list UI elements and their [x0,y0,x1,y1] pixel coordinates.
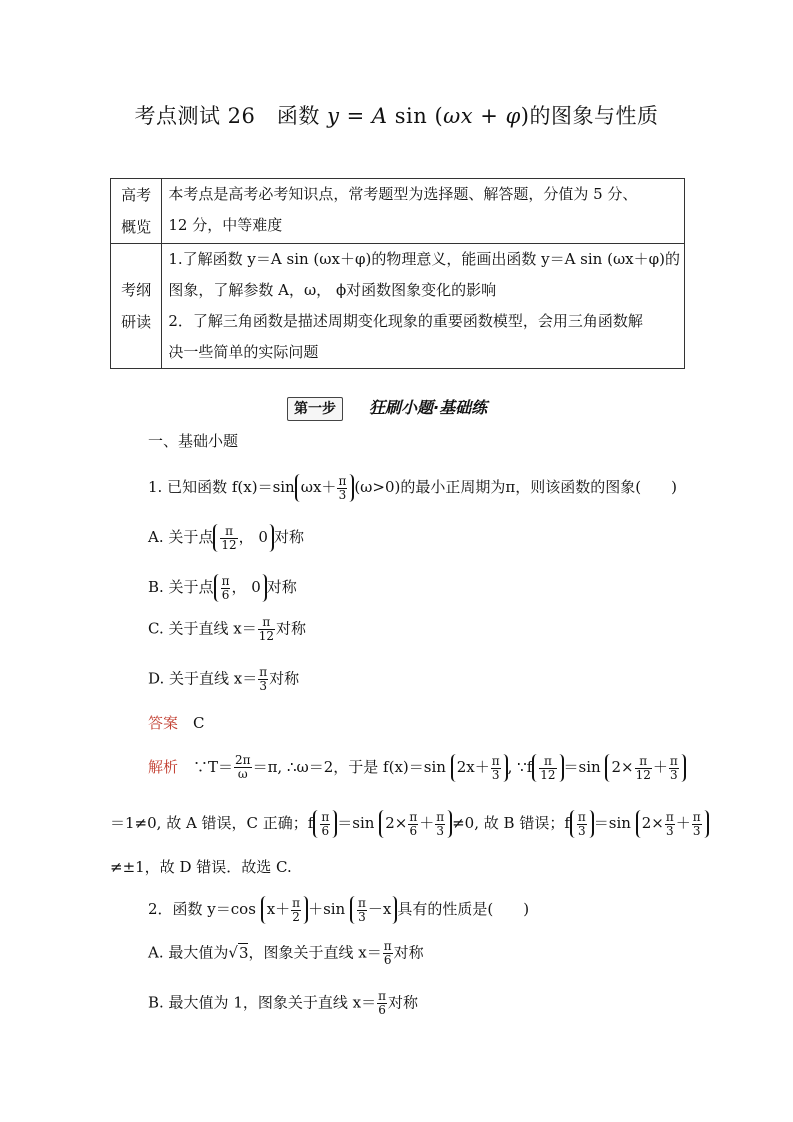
paren-group: 2× $\frac{\pi}{6}$ ＋ $\frac{\pi}{3}$ [379,810,452,838]
body-line: 2．了解三角函数是描述周期变化现象的重要函数模型，会用三角函数解 [168,312,643,330]
analysis-line-3: ≠±1，故 D 错误．故选 C. [110,858,292,876]
question-2-option-b: B. 最大值为 1，图象关于直线 x＝ $\frac{\pi}{6}$ 对称 [148,989,419,1017]
header-text: 考纲 [121,281,152,299]
header-text: 研读 [121,313,152,331]
body-line: 本考点是高考必考知识点，常考题型为选择题、解答题，分值为 5 分、 [168,185,638,203]
question-1-option-a: A. 关于点 $\frac{\pi}{12}$ ， 0 对称 [148,523,304,552]
fraction: $\frac{\pi}{6}$ [321,809,330,838]
analysis-line-1: 解析 ∵T＝ $\frac{2\pi}{\omega}$ ＝π, ∴ω＝2，于是 f(x)＝sin 2x＋ $\frac{\pi}{3}$ , ∵f $\frac{\pi}{12}$ ＝sin 2× $\frac{\pi}{12}$ ＋ $\frac{\pi}{3}$ [148,754,686,782]
paren-group: ωx＋ $\frac{\pi}{3}$ [295,474,355,502]
answer-label: 答案 [148,714,179,732]
body-line: 决一些简单的实际问题 [168,343,319,361]
row-header-gaokao [111,179,162,244]
overview-row-gaokao [111,179,685,244]
question-1-stem: 1. 已知函数 f(x)＝sin ωx＋ $\frac{\pi}{3}$ (ω>0)的最小正周期为π，则该函数的图象( ) [148,473,677,502]
fraction: $\frac{\pi}{3}$ [358,895,366,924]
question-1-option-b: B. 关于点 $\frac{\pi}{6}$ ， 0 对称 [148,573,297,602]
fraction: $\frac{\pi}{6}$ [383,939,392,967]
sqrt-radicand: 3 [238,943,249,962]
paren-group: 2× $\frac{\pi}{3}$ ＋ $\frac{\pi}{3}$ [636,810,709,838]
fraction: $\frac{\pi}{3}$ [491,753,500,782]
answer-value: C [193,714,205,732]
step-title: 狂刷小题·基础练 [369,398,488,417]
paren-group: $\frac{\pi}{6}$ ， 0 [214,574,267,602]
step-badge: 第一步 [287,397,343,421]
row-header-kaogang [111,244,162,369]
fraction: $\frac{\pi}{3}$ [436,809,445,838]
body-line: 1.了解函数 y＝A sin (ωx＋φ)的物理意义，能画出函数 y＝A sin (ωx＋φ)的 [168,250,680,268]
paren-group [313,810,337,838]
header-text: 高考 [121,186,152,204]
body-line: 图象，了解参数 A，ω， ϕ对函数图象变化的影响 [168,281,497,299]
overview-row-kaogang [111,244,685,369]
fraction: $\frac{\pi}{12}$ [221,523,237,552]
question-1-option-c: C. 关于直线 x＝ $\frac{\pi}{12}$ 对称 [148,615,307,643]
fraction: $\frac{\pi}{6}$ [221,573,230,602]
fraction: $\frac{\pi}{12}$ [635,753,651,782]
fraction: $\frac{\pi}{12}$ [540,753,556,782]
fraction: $\frac{2\pi}{\omega}$ [235,753,251,782]
sqrt-icon: √ [228,943,238,962]
analysis-label: 解析 [148,757,179,776]
fraction: $\frac{\pi}{3}$ [577,809,586,838]
row-body-kaogang [162,244,685,369]
analysis-line-2: ＝1≠0, 故 A 错误，C 正确；f $\frac{\pi}{6}$ ＝sin 2× $\frac{\pi}{6}$ ＋ $\frac{\pi}{3}$ ≠0, 故 B 错误；f $\frac{\pi}{3}$ ＝sin 2× $\frac{\pi}{3}$ ＋ $\frac{\pi}{3}$ [110,810,709,838]
fraction: $\frac{\pi}{2}$ [292,895,301,924]
fraction: $\frac{\pi}{6}$ [409,809,418,838]
body-line: 12 分，中等难度 [168,216,283,234]
row-body-gaokao [162,179,685,244]
fraction: $\frac{\pi}{3}$ [665,809,674,838]
question-2-option-a: A. 最大值为√3，图象关于直线 x＝ $\frac{\pi}{6}$ 对称 [148,939,424,967]
question-1-option-d: D. 关于直线 x＝ $\frac{\pi}{3}$ 对称 [148,665,300,693]
fraction: $\frac{\pi}{3}$ [692,809,701,838]
question-1-answer [148,712,205,733]
paren-group: $\frac{\pi}{3}$ －x [350,896,397,924]
header-text: 概览 [121,218,152,236]
overview-table [110,178,685,369]
paren-group [532,754,563,782]
fraction: $\frac{\pi}{6}$ [378,989,386,1017]
paren-group: 2x＋ $\frac{\pi}{3}$ [451,754,508,782]
fraction: $\frac{\pi}{12}$ [258,615,274,643]
paren-group [570,810,594,838]
fraction: $\frac{\pi}{3}$ [338,473,347,502]
paren-group: x＋ $\frac{\pi}{2}$ [261,896,308,924]
section-heading: 一、基础小题 [148,432,239,450]
question-2-stem: 2．函数 y＝cos x＋ $\frac{\pi}{2}$ ＋sin $\frac{\pi}{3}$ －x 具有的性质是( ) [148,895,530,924]
page-title: 考点测试 26 函数 y = A sin (ωx + φ)的图象与性质 [134,104,659,128]
fraction: $\frac{\pi}{3}$ [669,753,678,782]
fraction: $\frac{\pi}{3}$ [259,665,268,693]
paren-group: $\frac{\pi}{12}$ ， 0 [213,524,274,552]
paren-group: 2× $\frac{\pi}{12}$ ＋ $\frac{\pi}{3}$ [605,754,685,782]
